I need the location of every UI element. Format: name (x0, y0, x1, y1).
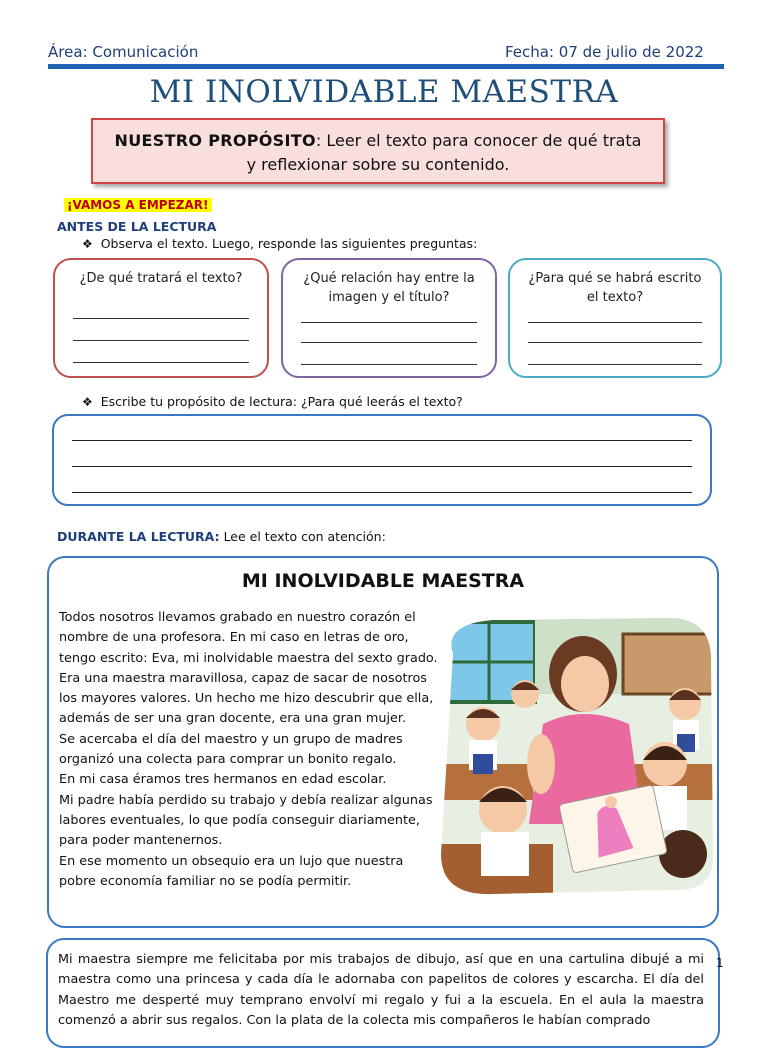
question-3-text-2: el texto? (586, 290, 644, 305)
page-number: 1 (716, 956, 724, 970)
answer-line[interactable] (301, 322, 477, 323)
answer-line[interactable] (73, 340, 249, 341)
purpose-prompt-text: Escribe tu propósito de lectura: ¿Para qué leerás el texto? (100, 394, 463, 409)
instruction-observe (82, 236, 477, 251)
story-line: los mayores valores. Un hecho me hizo descubrir que ella, (59, 691, 434, 707)
question-1-text: ¿De qué tratará el texto? (79, 271, 243, 286)
story-title: MI INOLVIDABLE MAESTRA (241, 570, 525, 592)
date-label: Fecha: 07 de julio de 2022 (505, 43, 704, 61)
question-3-text-1: ¿Para qué se habrá escrito (528, 271, 702, 286)
purpose-text-2: y reflexionar sobre su contenido. (246, 155, 510, 174)
question-box-3 (508, 258, 722, 378)
question-2-text-2: imagen y el título? (328, 290, 450, 305)
story-line: Era una maestra maravillosa, capaz de sacar de nosotros (59, 670, 427, 686)
header-rule (48, 64, 724, 69)
question-box-2 (281, 258, 497, 378)
answer-line[interactable] (72, 466, 692, 467)
during-instruction: Lee el texto con atención: (219, 529, 386, 544)
during-heading: DURANTE LA LECTURA: (57, 529, 220, 544)
answer-line[interactable] (73, 362, 249, 363)
story-line: pobre economía familiar no se podía permitir. (59, 873, 352, 889)
answer-line[interactable] (72, 492, 692, 493)
answer-line[interactable] (72, 440, 692, 441)
answer-line[interactable] (528, 342, 702, 343)
instruction-text: Observa el texto. Luego, responde las siguientes preguntas: (100, 236, 478, 251)
diamond-bullet-icon: ❖ (82, 395, 93, 409)
purpose-box (91, 118, 665, 184)
purpose-label: NUESTRO PROPÓSITO (114, 131, 316, 150)
story-box (47, 556, 719, 928)
before-heading: ANTES DE LA LECTURA (57, 219, 217, 234)
question-2-text-1: ¿Qué relación hay entre la (303, 271, 475, 286)
page-title: MI INOLVIDABLE MAESTRA (149, 74, 619, 110)
start-highlight: ¡VAMOS A EMPEZAR! (64, 198, 212, 212)
purpose-answer-box (52, 414, 712, 506)
classroom-illustration (433, 614, 717, 898)
story-paragraph (59, 608, 438, 892)
story-line: En ese momento un obsequio era un lujo que nuestra (59, 853, 404, 869)
story-line: tengo escrito: Eva, mi inolvidable maestra del sexto grado. (59, 650, 438, 666)
area-label: Área: Comunicación (48, 43, 199, 61)
diamond-bullet-icon: ❖ (82, 237, 93, 251)
during-line (57, 529, 386, 544)
story-line: labores eventuales, lo que podía conseguir diariamente, (59, 812, 420, 828)
story-line: Se acercaba el día del maestro y un grupo de madres (59, 731, 403, 747)
story-continuation: Mi maestra siempre me felicitaba por mis trabajos de dibujo, así que en una cartulina dibujé a mi maestra como una princesa y cada día le adornaba con papelitos de colores y escarcha. El día del Maestro me desperté muy temprano envolví mi regalo y fui a la escuela. En el aula la maestra comenzó a abrir sus regalos. Con la plata de la colecta mis compañeros le habían comprado (58, 952, 704, 1028)
answer-line[interactable] (528, 322, 702, 323)
story-line: Mi padre había perdido su trabajo y debía realizar algunas (59, 792, 433, 808)
story-line: En mi casa éramos tres hermanos en edad escolar. (59, 772, 387, 788)
purpose-text-1: : Leer el texto para conocer de qué trata (315, 131, 642, 150)
answer-line[interactable] (528, 364, 702, 365)
answer-line[interactable] (73, 318, 249, 319)
answer-line[interactable] (301, 342, 477, 343)
story-line: Todos nosotros llevamos grabado en nuestro corazón el (59, 610, 416, 625)
story-continuation-box (46, 938, 720, 1048)
answer-line[interactable] (301, 364, 477, 365)
question-box-1 (53, 258, 269, 378)
story-line: además de ser una gran docente, era una gran mujer. (59, 711, 407, 727)
story-line: nombre de una profesora. En mi caso en letras de oro, (59, 630, 409, 646)
instruction-purpose (82, 394, 463, 409)
story-line: para poder mantenernos. (59, 833, 223, 849)
story-line: organizó una colecta para comprar un bonito regalo. (59, 752, 397, 768)
